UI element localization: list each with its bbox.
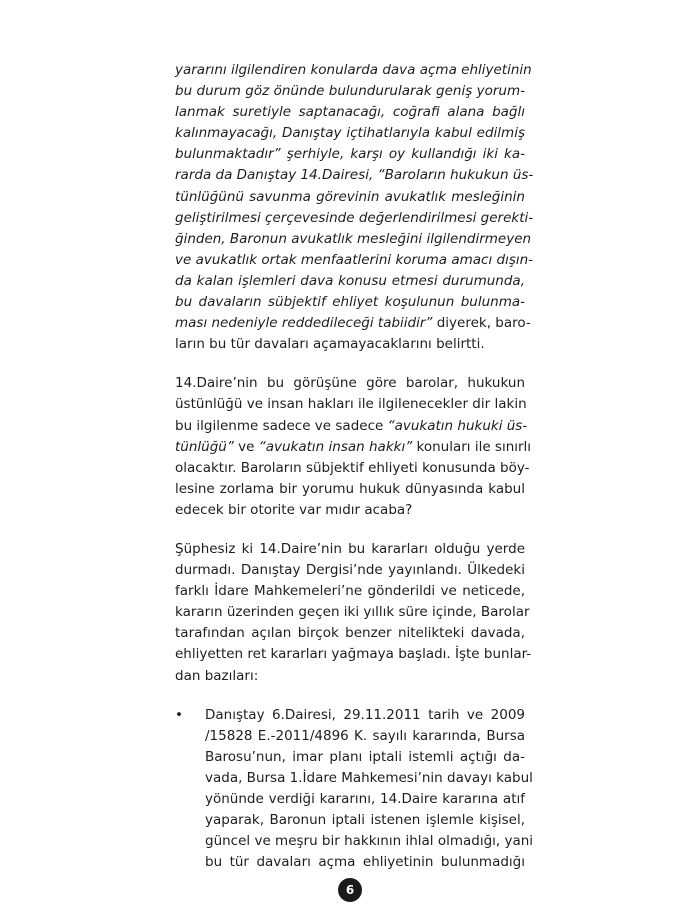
- text-line: Danıştay 6.Dairesi, 29.11.2011 tarih ve 2009: [205, 706, 525, 723]
- text-line: geliştirilmesi çerçevesinde değerlendirilmesi gerekti-: [175, 209, 534, 226]
- text-segment: tünlüğü”: [175, 438, 234, 455]
- paragraph-2: [175, 373, 532, 521]
- text-line: ehliyetten ret kararları yağmaya başladı. İşte bunlar-: [175, 646, 532, 663]
- text-line: ların bu tür davaları açamayacaklarını belirtti.: [175, 336, 485, 353]
- text-line: güncel ve meşru bir hakkının ihlal olmadığı, yani: [205, 833, 534, 850]
- text-line: /15828 E.-2011/4896 K. sayılı kararında, Bursa: [205, 727, 525, 744]
- text-segment: “avukatın hukuki üs-: [387, 417, 528, 434]
- bullet-item-1: [175, 705, 534, 874]
- text-line: üstünlüğü ve insan hakları ile ilgilenecekler dir lakin: [175, 396, 527, 413]
- text-line: [175, 416, 528, 437]
- text-line: yönünde verdiği kararını, 14.Daire kararına atıf: [205, 791, 525, 807]
- text-line: lesine zorlama bir yorumu hukuk dünyasında kabul: [175, 480, 525, 497]
- text-line: [175, 313, 531, 334]
- text-line: lanmak suretiyle saptanacağı, coğrafi alana bağlı: [175, 104, 525, 121]
- text-line: olacaktır. Baroların sübjektif ehliyeti konusunda böy-: [175, 459, 530, 476]
- text-segment: ması nedeniyle reddedileceği tabiidir”: [175, 315, 433, 332]
- text-segment: diyerek, baro-: [432, 315, 531, 332]
- text-line: yaparak, Baronun iptali istenen işlemle kişisel,: [205, 812, 525, 829]
- text-segment: ve: [233, 438, 259, 455]
- document-body: [175, 60, 534, 873]
- text-line: Şüphesiz ki 14.Daire’nin bu kararları olduğu yerde: [175, 540, 525, 557]
- bullet-text-1: [205, 705, 534, 874]
- text-line: bu durum göz önünde bulundurularak geniş yorum-: [175, 83, 525, 100]
- paragraph-1: [175, 60, 534, 355]
- text-line: da kalan işlemleri dava konusu etmesi durumunda,: [175, 272, 525, 289]
- text-line: farklı İdare Mahkemeleri’ne gönderildi ve neticede,: [175, 583, 525, 600]
- page-number: 6: [338, 878, 362, 902]
- text-line: tünlüğünü savunma görevinin avukatlık mesleğinin: [175, 188, 525, 205]
- text-segment: bu ilgilenme sadece ve sadece: [175, 417, 388, 434]
- text-line: kalınmayacağı, Danıştay içtihatlarıyla kabul edilmiş: [175, 125, 525, 142]
- text-line: bulunmaktadır” şerhiyle, karşı oy kullandığı iki ka-: [175, 146, 525, 163]
- paragraph-3: [175, 539, 532, 687]
- text-line: vada, Bursa 1.İdare Mahkemesi’nin davayı kabul: [205, 769, 533, 786]
- text-line: tarafından açılan birçok benzer nitelikteki davada,: [175, 625, 525, 642]
- text-line: ğinden, Baronun avukatlık mesleğini ilgilendirmeyen: [175, 230, 532, 247]
- text-line: [175, 437, 532, 458]
- text-line: bu davaların sübjektif ehliyet koşulunun bulunma-: [175, 294, 525, 311]
- text-line: kararın üzerinden geçen iki yıllık süre içinde, Barolar: [175, 604, 530, 621]
- text-line: edecek bir otorite var mıdır acaba?: [175, 501, 413, 518]
- text-line: rarda da Danıştay 14.Dairesi, “Baroların hukukun üs-: [175, 167, 534, 184]
- text-line: dan bazıları:: [175, 667, 259, 684]
- bullet-marker: •: [175, 706, 183, 723]
- text-segment: “avukatın insan hakkı”: [258, 438, 413, 455]
- text-line: 14.Daire’nin bu görüşüne göre barolar, hukukun: [175, 375, 525, 392]
- text-segment: konuları ile sınırlı: [412, 438, 532, 455]
- text-line: yararını ilgilendiren konularda dava açma ehliyetinin: [175, 62, 532, 78]
- text-line: Barosu’nun, imar planı iptali istemli açtığı da-: [205, 748, 525, 765]
- text-line: bu tür davaları açma ehliyetinin bulunmadığı: [205, 854, 525, 871]
- text-line: ve avukatlık ortak menfaatlerini koruma amacı dışın-: [175, 251, 534, 268]
- text-line: durmadı. Danıştay Dergisi’nde yayınlandı. Ülkedeki: [175, 562, 525, 579]
